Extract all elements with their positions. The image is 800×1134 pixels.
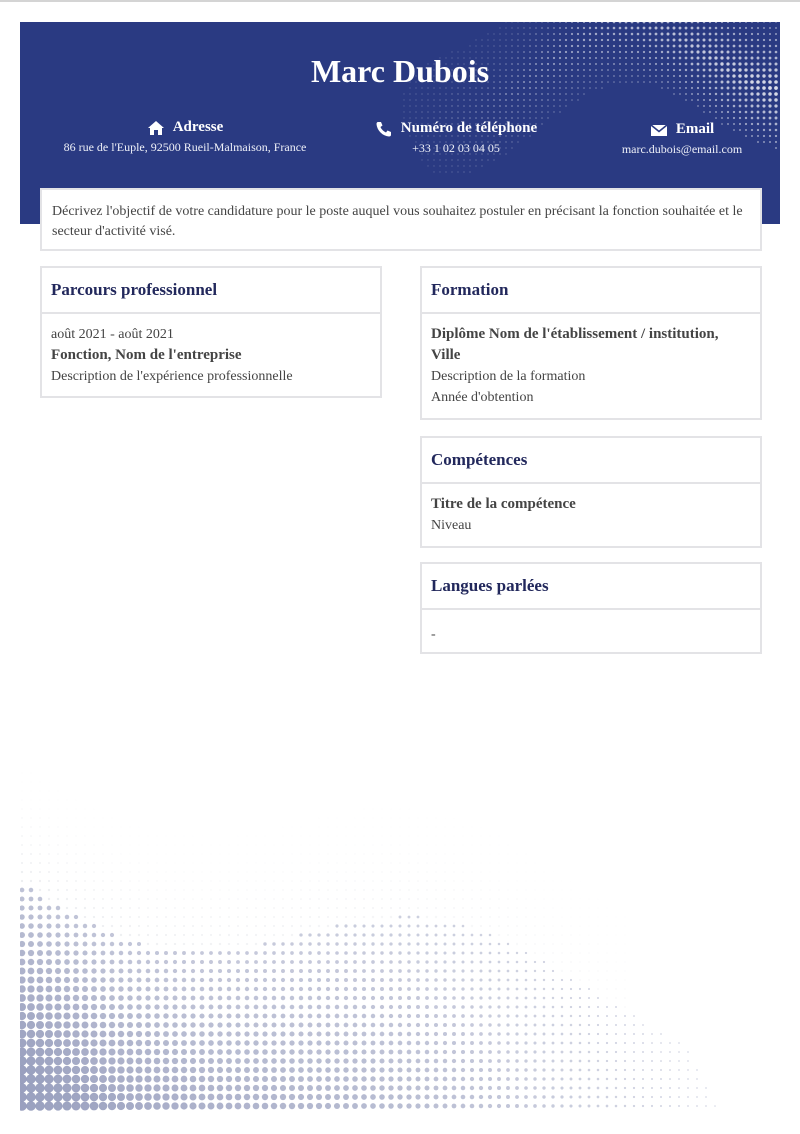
- email-value[interactable]: marc.dubois@email.com: [621, 142, 743, 156]
- top-divider: [0, 0, 800, 2]
- contact-address: [34, 119, 336, 155]
- education-degree: Diplôme Nom de l'établissement / institution, Ville: [431, 326, 719, 363]
- contact-phone: [356, 120, 556, 156]
- footer-dot-pattern: [20, 762, 780, 1114]
- candidate-name: Marc Dubois: [310, 53, 490, 89]
- phone-label: Numéro de téléphone: [400, 120, 538, 136]
- resume-page: [20, 22, 780, 1114]
- contact-email: [594, 121, 770, 157]
- language-item: -: [431, 627, 436, 642]
- education-title: Formation: [422, 268, 760, 314]
- skill-name: Titre de la compétence: [431, 496, 576, 512]
- career-objective: Décrivez l'objectif de votre candidature pour le poste auquel vous souhaitez postuler en précisant la fonction souhaitée et le secteur d'activité visé.: [40, 188, 762, 251]
- education-section: [420, 266, 762, 420]
- home-icon: [147, 120, 165, 136]
- phone-value: +33 1 02 03 04 05: [412, 141, 500, 155]
- address-value: 86 rue de l'Euple, 92500 Rueil-Malmaison, France: [63, 140, 307, 154]
- education-description: Description de la formation: [431, 369, 586, 384]
- experience-title: Parcours professionnel: [42, 268, 380, 314]
- languages-section: [420, 562, 762, 654]
- experience-dates: août 2021 - août 2021: [51, 327, 174, 342]
- address-label: Adresse: [172, 119, 224, 135]
- experience-section: [40, 266, 382, 398]
- experience-description: Description de l'expérience professionnelle: [51, 369, 293, 384]
- skill-level: Niveau: [431, 518, 472, 533]
- languages-title: Langues parlées: [422, 564, 760, 610]
- skills-section: [420, 436, 762, 548]
- email-label: Email: [675, 121, 715, 137]
- experience-role: Fonction, Nom de l'entreprise: [51, 347, 242, 363]
- education-year: Année d'obtention: [431, 390, 534, 405]
- skills-title: Compétences: [422, 438, 760, 484]
- phone-icon: [375, 121, 393, 137]
- envelope-icon: [650, 122, 668, 138]
